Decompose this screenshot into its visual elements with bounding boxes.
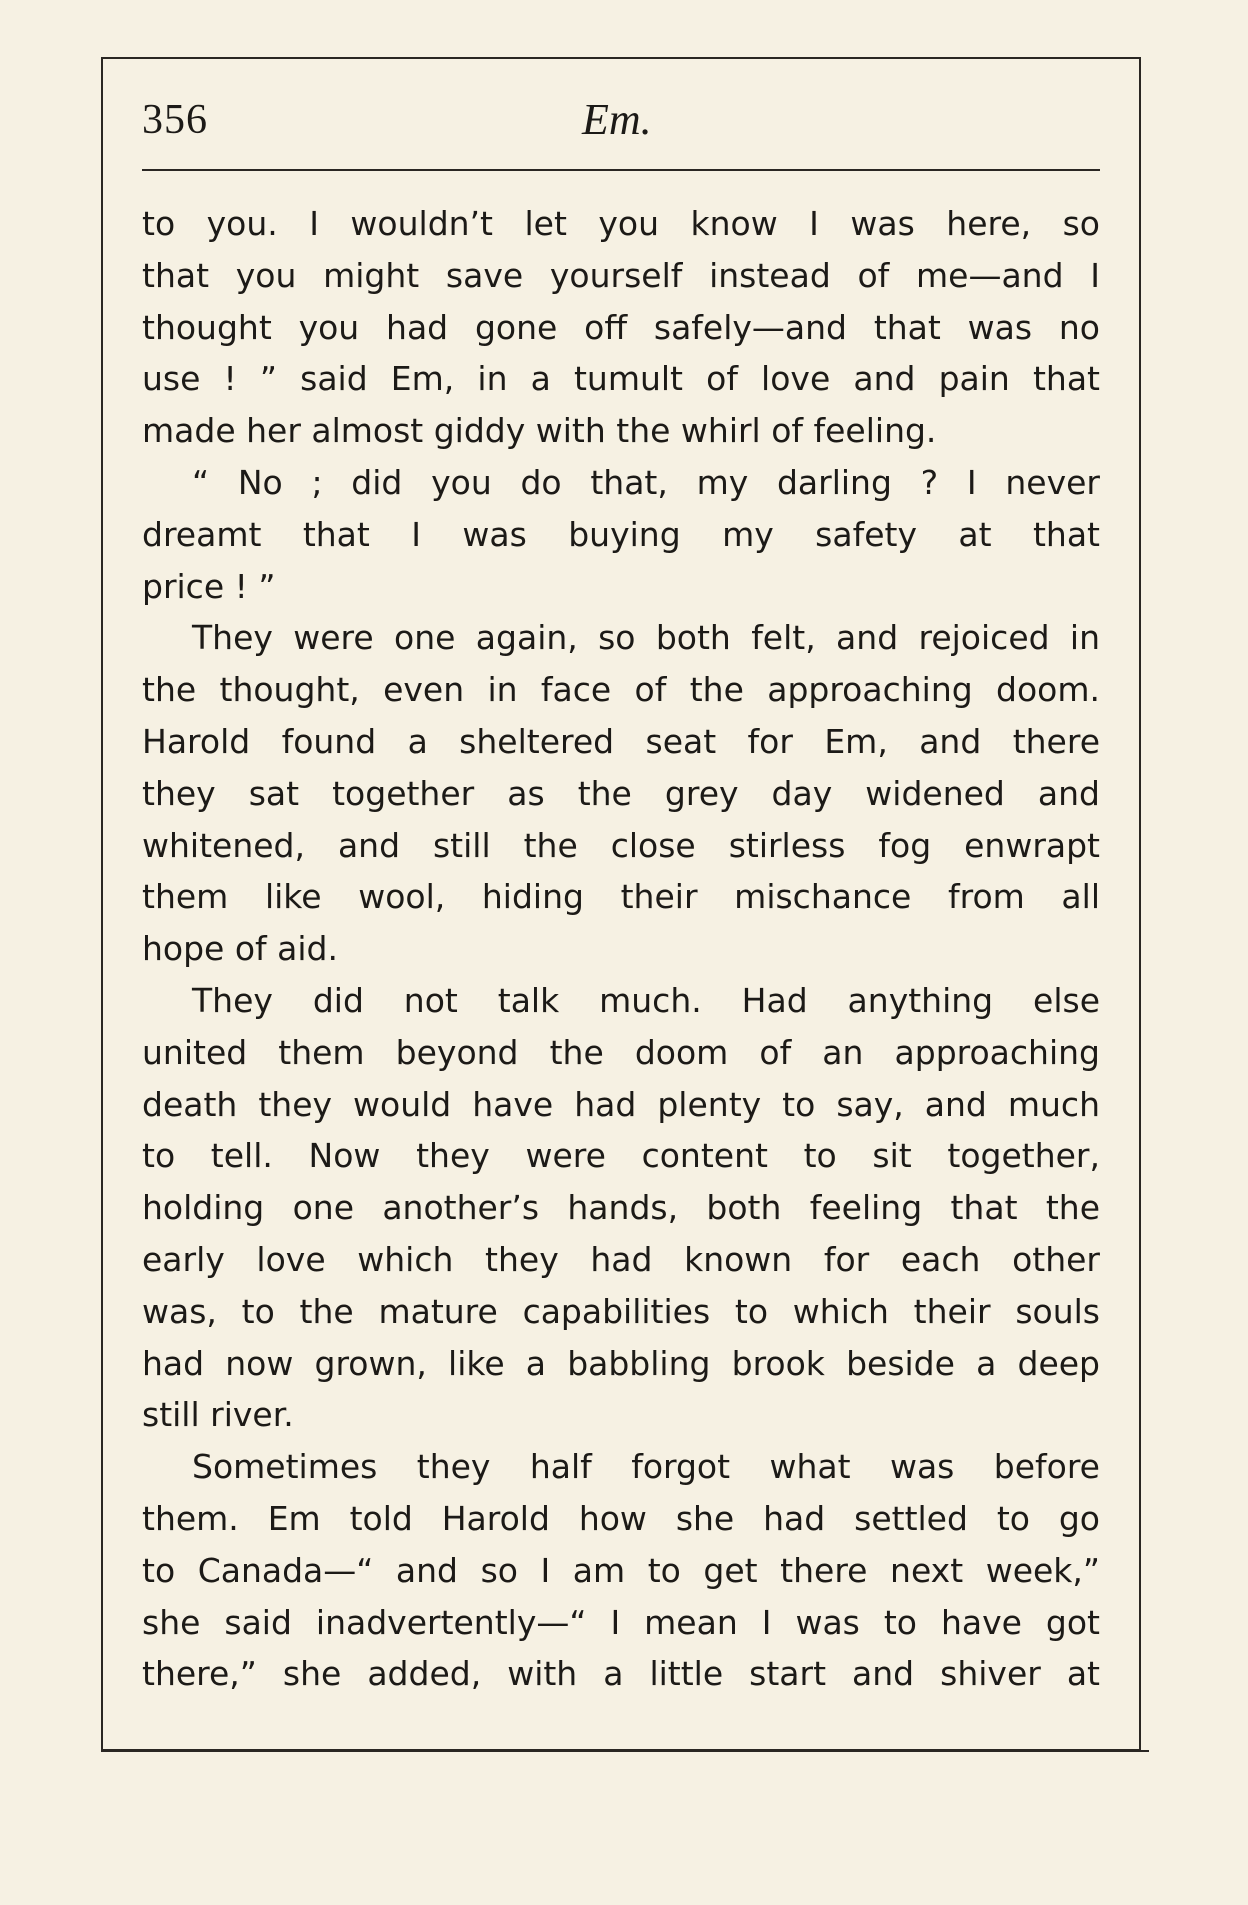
text-line: to Canada—“ and so I am to get there next week,” <box>142 1550 1100 1590</box>
text-line: she said inadvertently—“ I mean I was to have got <box>142 1602 1100 1642</box>
header-rule <box>142 169 1100 171</box>
text-line: them like wool, hiding their mischance from all <box>142 877 1100 917</box>
text-line: early love which they had known for each other <box>142 1239 1100 1279</box>
text-line: price ! ” <box>142 566 276 606</box>
bottom-rule <box>101 1750 1149 1752</box>
text-line: They did not talk much. Had anything else <box>192 980 1100 1020</box>
text-line: had now grown, like a babbling brook beside a deep <box>142 1343 1100 1383</box>
text-line: Sometimes they half forgot what was before <box>192 1447 1100 1487</box>
text-line: there,” she added, with a little start and shiver at <box>142 1654 1100 1694</box>
text-line: them. Em told Harold how she had settled to go <box>142 1498 1100 1538</box>
text-line: still river. <box>142 1395 294 1435</box>
text-line: that you might save yourself instead of me—and I <box>142 255 1100 295</box>
text-line: dreamt that I was buying my safety at that <box>142 514 1100 554</box>
text-line: thought you had gone off safely—and that was no <box>142 307 1100 347</box>
text-line: holding one another’s hands, both feeling that the <box>142 1188 1100 1228</box>
text-line: whitened, and still the close stirless fog enwrapt <box>142 825 1100 865</box>
text-line: death they would have had plenty to say, and much <box>142 1084 1100 1124</box>
body-text <box>142 198 1100 1700</box>
text-line: Harold found a sheltered seat for Em, and there <box>142 721 1100 761</box>
page-header <box>142 96 1100 156</box>
running-title: Em. <box>582 95 652 144</box>
text-line: to tell. Now they were content to sit together, <box>142 1136 1100 1176</box>
text-line: was, to the mature capabilities to which their souls <box>142 1291 1100 1331</box>
text-line: use ! ” said Em, in a tumult of love and pain that <box>142 359 1100 399</box>
text-line: “ No ; did you do that, my darling ? I never <box>192 462 1100 502</box>
text-line: They were one again, so both felt, and rejoiced in <box>192 618 1100 658</box>
text-line: the thought, even in face of the approaching doom. <box>142 670 1100 710</box>
text-line: to you. I wouldn’t let you know I was here, so <box>142 204 1100 243</box>
text-line: they sat together as the grey day widened and <box>142 773 1100 813</box>
text-line: hope of aid. <box>142 929 338 969</box>
text-line: united them beyond the doom of an approaching <box>142 1032 1100 1072</box>
page-number: 356 <box>142 97 208 143</box>
text-line: made her almost giddy with the whirl of feeling. <box>142 411 937 451</box>
